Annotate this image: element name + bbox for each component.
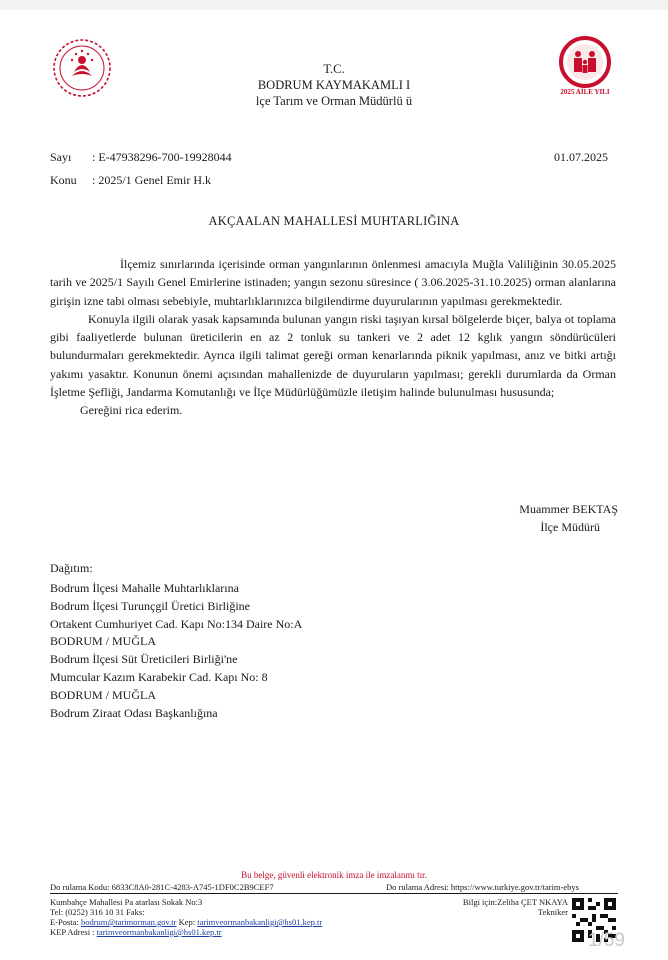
addressee-title: AKÇAALAN MAHALLESİ MUHTARLIĞINA <box>208 214 460 228</box>
signatory-name: Muammer BEKTAŞ <box>519 502 618 516</box>
distribution-line: Bodrum İlçesi Mahalle Muhtarlıklarına <box>50 581 239 595</box>
body-paragraph-3: Gereğini rica ederim. <box>80 403 183 418</box>
verification-address: Do rulama Adresi: https://www.turkiye.gov.tr/tarim-ebys <box>386 882 579 892</box>
verification-code: Do rulama Kodu: 6833C8A0-281C-4283-A745-1DF0C2B9CEF7 <box>50 882 274 892</box>
konu-label: Konu <box>50 173 77 187</box>
kep-link[interactable]: tarimveormanbakanligi@hs01.kep.tr <box>197 917 323 927</box>
contact-person: Bilgi için:Zeliha ÇET NKAYA <box>462 897 568 907</box>
footer-email-line <box>50 917 322 928</box>
email-link[interactable]: bodrum@tarimorman.gov.tr <box>80 917 177 927</box>
sayi-label: Sayı <box>50 150 72 164</box>
contact-title: Tekniker <box>537 907 568 917</box>
distribution-line: Mumcular Kazım Karabekir Cad. Kapı No: 8 <box>50 669 268 684</box>
kep-address-link[interactable]: tarimveormanbakanligi@hs01.kep.tr <box>96 927 222 937</box>
document-date: 01.07.2025 <box>554 150 608 164</box>
signatory-title: İlçe Müdürü <box>540 520 600 534</box>
konu-value: : 2025/1 Genel Emir H.k <box>92 173 211 187</box>
footer-address: Kumbahçe Mahallesi Pa atarlası Sokak No:3 <box>50 897 203 907</box>
footer-divider <box>50 893 618 894</box>
distribution-line: Bodrum İlçesi Turunçgil Üretici Birliğine <box>50 598 250 613</box>
footer-kep-line <box>50 927 222 938</box>
page-indicator: 1/59 <box>588 930 625 951</box>
distribution-line: BODRUM / MUĞLA <box>50 634 157 649</box>
body-paragraph-2: Konuyla ilgili olarak yasak kapsamında bulunan yangın riski taşıyan kırsal bölgelerde biçer, balya ot toplama gibi faaliyetlerde bulunan üreticilerin en az 2 tonluk su tankeri ve 2 adet 12 kglık yangın söndürücüleri bulundurmaları gerekmektedir. Ayrıca ilgili talimat gereği orman kenarlarında piknik yapılması, anız ve bitki artığı yakımı yasaktır. Konunun önemi açısından mahallenizde de duyuruların yapılması; gerekli durumlarda da Orman İşletme Şefliği, Jandarma Komutanlığı ve İlçe Müdürlüğümüzle iletişim halinde bulunulması hususunda; <box>50 311 616 400</box>
top-edge-band <box>0 0 668 10</box>
header-mudurluk: lçe Tarım ve Orman Müdürlü ü <box>255 94 413 108</box>
distribution-label: Dağıtım: <box>50 561 93 575</box>
footer-phone: Tel: (0252) 316 10 31 Faks: <box>50 907 145 917</box>
email-label: E-Posta: <box>50 917 81 927</box>
sayi-value: : E-47938296-700-19928044 <box>92 150 232 164</box>
distribution-line: Bodrum Ziraat Odası Başkanlığına <box>50 705 218 720</box>
distribution-line: Ortakent Cumhuriyet Cad. Kapı No:134 Daire No:A <box>50 616 303 631</box>
family-year-badge: 2025 AİLE YILI <box>560 88 610 96</box>
kep-address-label: KEP Adresi : <box>50 927 97 937</box>
distribution-list <box>50 580 302 722</box>
letter-body <box>50 255 616 420</box>
distribution-line: Bodrum İlçesi Süt Üreticileri Birliği'ne <box>50 652 238 667</box>
e-signature-notice: Bu belge, güvenli elektronik imza ile imzalanmı tır. <box>241 870 427 880</box>
header-tc: T.C. <box>323 62 345 76</box>
distribution-line: BODRUM / MUĞLA <box>50 687 157 702</box>
body-paragraph-1: İlçemiz sınırlarında içerisinde orman yangınlarının önlenmesi amacıyla Muğla Valiliğinin 30.05.2025 tarih ve 2025/1 Sayılı Genel Emirlerine istinaden; yangın sezonu süresince ( 3.06.2025-31.10.2025) orman alanlarına girişin izne tabi olması sebebiyle, muhtarlıklarınızca bilgilendirme duyurularının yapılması gerekmektedir. <box>50 257 616 308</box>
kep-label: Kep: <box>176 917 198 927</box>
header-kaymakamlik: BODRUM KAYMAKAMLI I <box>257 78 411 92</box>
